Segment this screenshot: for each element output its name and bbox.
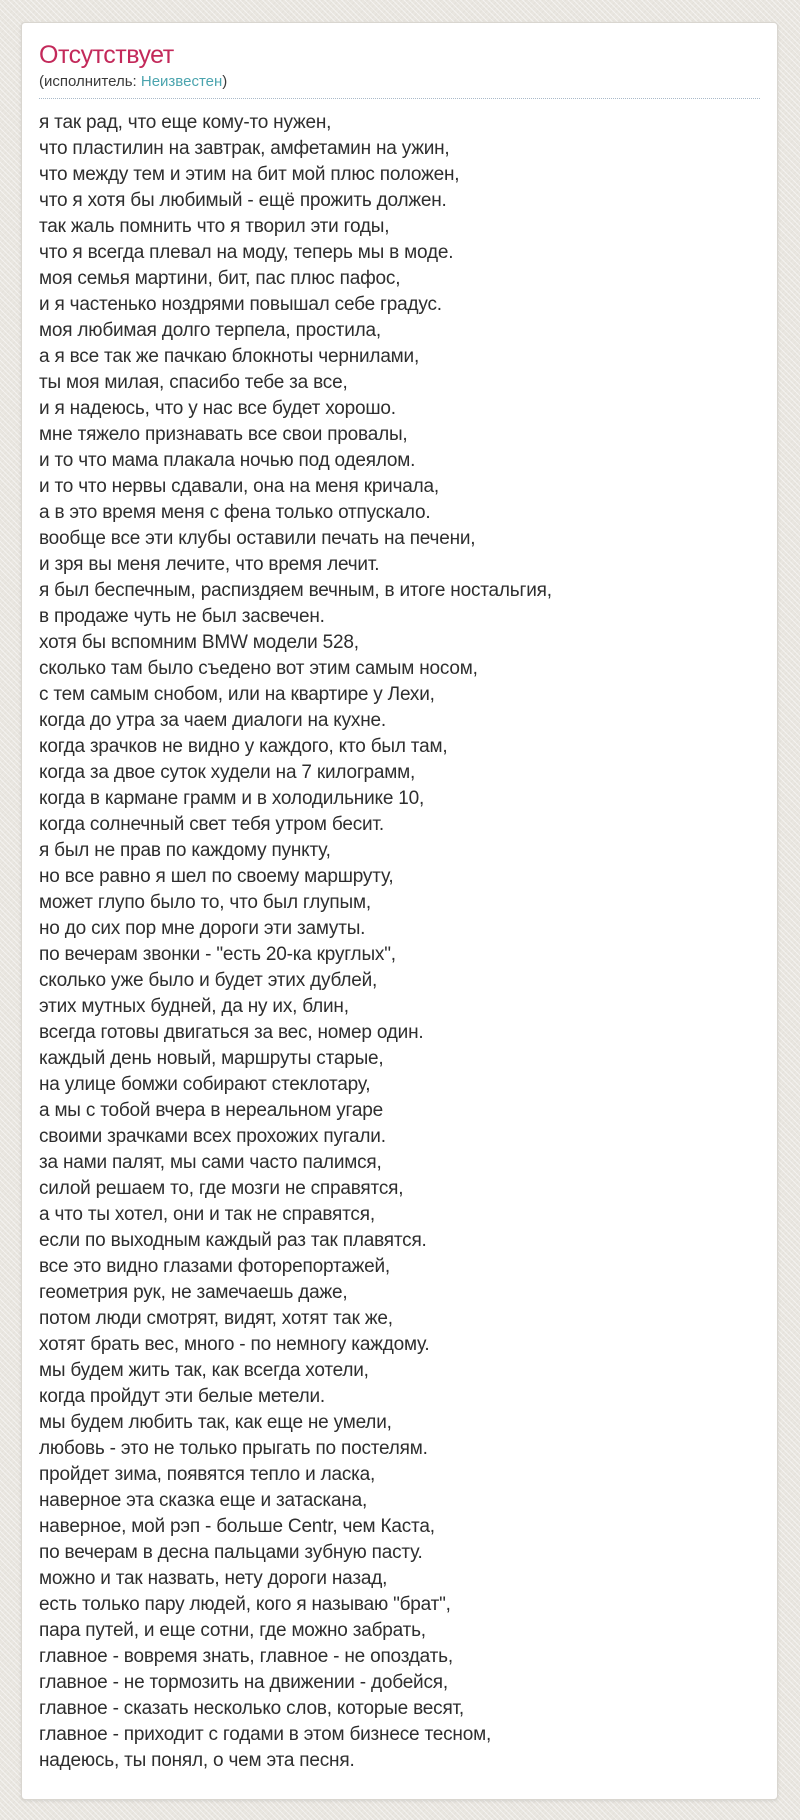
lyric-line: в продаже чуть не был засвечен.: [39, 606, 325, 627]
lyric-line: когда зрачков не видно у каждого, кто был там,: [39, 736, 448, 757]
lyric-line: любовь - это не только прыгать по постелям.: [39, 1438, 428, 1459]
lyric-line: пройдет зима, появятся тепло и ласка,: [39, 1464, 376, 1485]
lyric-line: надеюсь, ты понял, о чем эта песня.: [39, 1750, 355, 1771]
lyric-line: а мы с тобой вчера в нереальном угаре: [39, 1100, 383, 1121]
lyric-line: что я всегда плевал на моду, теперь мы в моде.: [39, 242, 454, 263]
lyric-line: на улице бомжи собирают стеклотару,: [39, 1074, 371, 1095]
lyric-line: что я хотя бы любимый - ещё прожить должен.: [39, 190, 447, 211]
lyric-line: а я все так же пачкаю блокноты чернилами,: [39, 346, 420, 367]
lyric-line: моя семья мартини, бит, пас плюс пафос,: [39, 268, 401, 289]
lyric-line: но до сих пор мне дороги эти замуты.: [39, 918, 366, 939]
lyric-line: а в это время меня с фена только отпускало.: [39, 502, 431, 523]
lyric-line: что между тем и этим на бит мой плюс положен,: [39, 164, 460, 185]
lyric-line: наверное, мой рэп - больше Centr, чем Каста,: [39, 1516, 435, 1537]
lyric-line: мы будем любить так, как еще не умели,: [39, 1412, 392, 1433]
lyric-line: и я частенько ноздрями повышал себе градус.: [39, 294, 442, 315]
lyric-line: потом люди смотрят, видят, хотят так же,: [39, 1308, 393, 1329]
lyric-line: сколько там было съедено вот этим самым носом,: [39, 658, 478, 679]
lyric-line: но все равно я шел по своему маршруту,: [39, 866, 394, 887]
lyric-line: когда за двое суток худели на 7 килограмм,: [39, 762, 416, 783]
lyric-line: за нами палят, мы сами часто палимся,: [39, 1152, 382, 1173]
lyric-line: если по выходным каждый раз так плавятся.: [39, 1230, 427, 1251]
lyric-line: сколько уже было и будет этих дублей,: [39, 970, 378, 991]
lyric-line: есть только пару людей, кого я называю "брат",: [39, 1594, 451, 1615]
lyric-line: мы будем жить так, как всегда хотели,: [39, 1360, 369, 1381]
lyric-line: я был беспечным, распиздяем вечным, в итоге ностальгия,: [39, 580, 552, 601]
lyric-line: когда до утра за чаем диалоги на кухне.: [39, 710, 386, 731]
lyric-line: пара путей, и еще сотни, где можно забрать,: [39, 1620, 426, 1641]
lyric-line: когда пройдут эти белые метели.: [39, 1386, 325, 1407]
lyric-line: и зря вы меня лечите, что время лечит.: [39, 554, 380, 575]
lyric-line: что пластилин на завтрак, амфетамин на ужин,: [39, 138, 450, 159]
artist-label-prefix: (исполнитель:: [39, 73, 141, 90]
lyric-line: главное - не тормозить на движении - добейся,: [39, 1672, 448, 1693]
lyric-line: мне тяжело признавать все свои провалы,: [39, 424, 408, 445]
page-title: Отсутствует: [39, 41, 174, 69]
artist-line: [39, 71, 760, 99]
lyric-line: и то что мама плакала ночью под одеялом.: [39, 450, 416, 471]
lyric-line: я так рад, что еще кому-то нужен,: [39, 112, 332, 133]
lyric-line: этих мутных будней, да ну их, блин,: [39, 996, 349, 1017]
lyric-line: можно и так назвать, нету дороги назад,: [39, 1568, 388, 1589]
lyric-line: каждый день новый, маршруты старые,: [39, 1048, 384, 1069]
lyric-line: я был не прав по каждому пункту,: [39, 840, 331, 861]
lyric-line: всегда готовы двигаться за вес, номер один.: [39, 1022, 424, 1043]
lyric-line: когда солнечный свет тебя утром бесит.: [39, 814, 384, 835]
artist-label-suffix: ): [222, 73, 228, 90]
lyric-line: хотя бы вспомним BMW модели 528,: [39, 632, 359, 653]
lyrics-text: [39, 110, 760, 1774]
lyric-line: по вечерам звонки - "есть 20-ка круглых",: [39, 944, 396, 965]
lyric-line: и то что нервы сдавали, она на меня кричала,: [39, 476, 439, 497]
lyric-line: ты моя милая, спасибо тебе за все,: [39, 372, 348, 393]
lyric-line: силой решаем то, где мозги не справятся,: [39, 1178, 404, 1199]
lyric-line: и я надеюсь, что у нас все будет хорошо.: [39, 398, 396, 419]
lyric-line: с тем самым снобом, или на квартире у Лехи,: [39, 684, 435, 705]
lyric-line: все это видно глазами фоторепортажей,: [39, 1256, 390, 1277]
lyric-line: своими зрачками всех прохожих пугали.: [39, 1126, 386, 1147]
lyric-line: моя любимая долго терпела, простила,: [39, 320, 381, 341]
lyric-line: вообще все эти клубы оставили печать на печени,: [39, 528, 476, 549]
lyric-line: по вечерам в десна пальцами зубную пасту.: [39, 1542, 423, 1563]
lyric-line: когда в кармане грамм и в холодильнике 10,: [39, 788, 425, 809]
artist-link[interactable]: Неизвестен: [140, 73, 223, 90]
lyric-line: может глупо было то, что был глупым,: [39, 892, 371, 913]
lyric-line: а что ты хотел, они и так не справятся,: [39, 1204, 375, 1225]
lyric-line: главное - приходит с годами в этом бизнесе тесном,: [39, 1724, 492, 1745]
lyric-line: так жаль помнить что я творил эти годы,: [39, 216, 390, 237]
lyric-line: хотят брать вес, много - по немногу каждому.: [39, 1334, 430, 1355]
lyric-line: главное - сказать несколько слов, которые весят,: [39, 1698, 465, 1719]
lyric-line: наверное эта сказка еще и затаскана,: [39, 1490, 368, 1511]
lyric-line: главное - вовремя знать, главное - не опоздать,: [39, 1646, 453, 1667]
lyric-line: геометрия рук, не замечаешь даже,: [39, 1282, 348, 1303]
lyrics-card: [21, 22, 778, 1800]
